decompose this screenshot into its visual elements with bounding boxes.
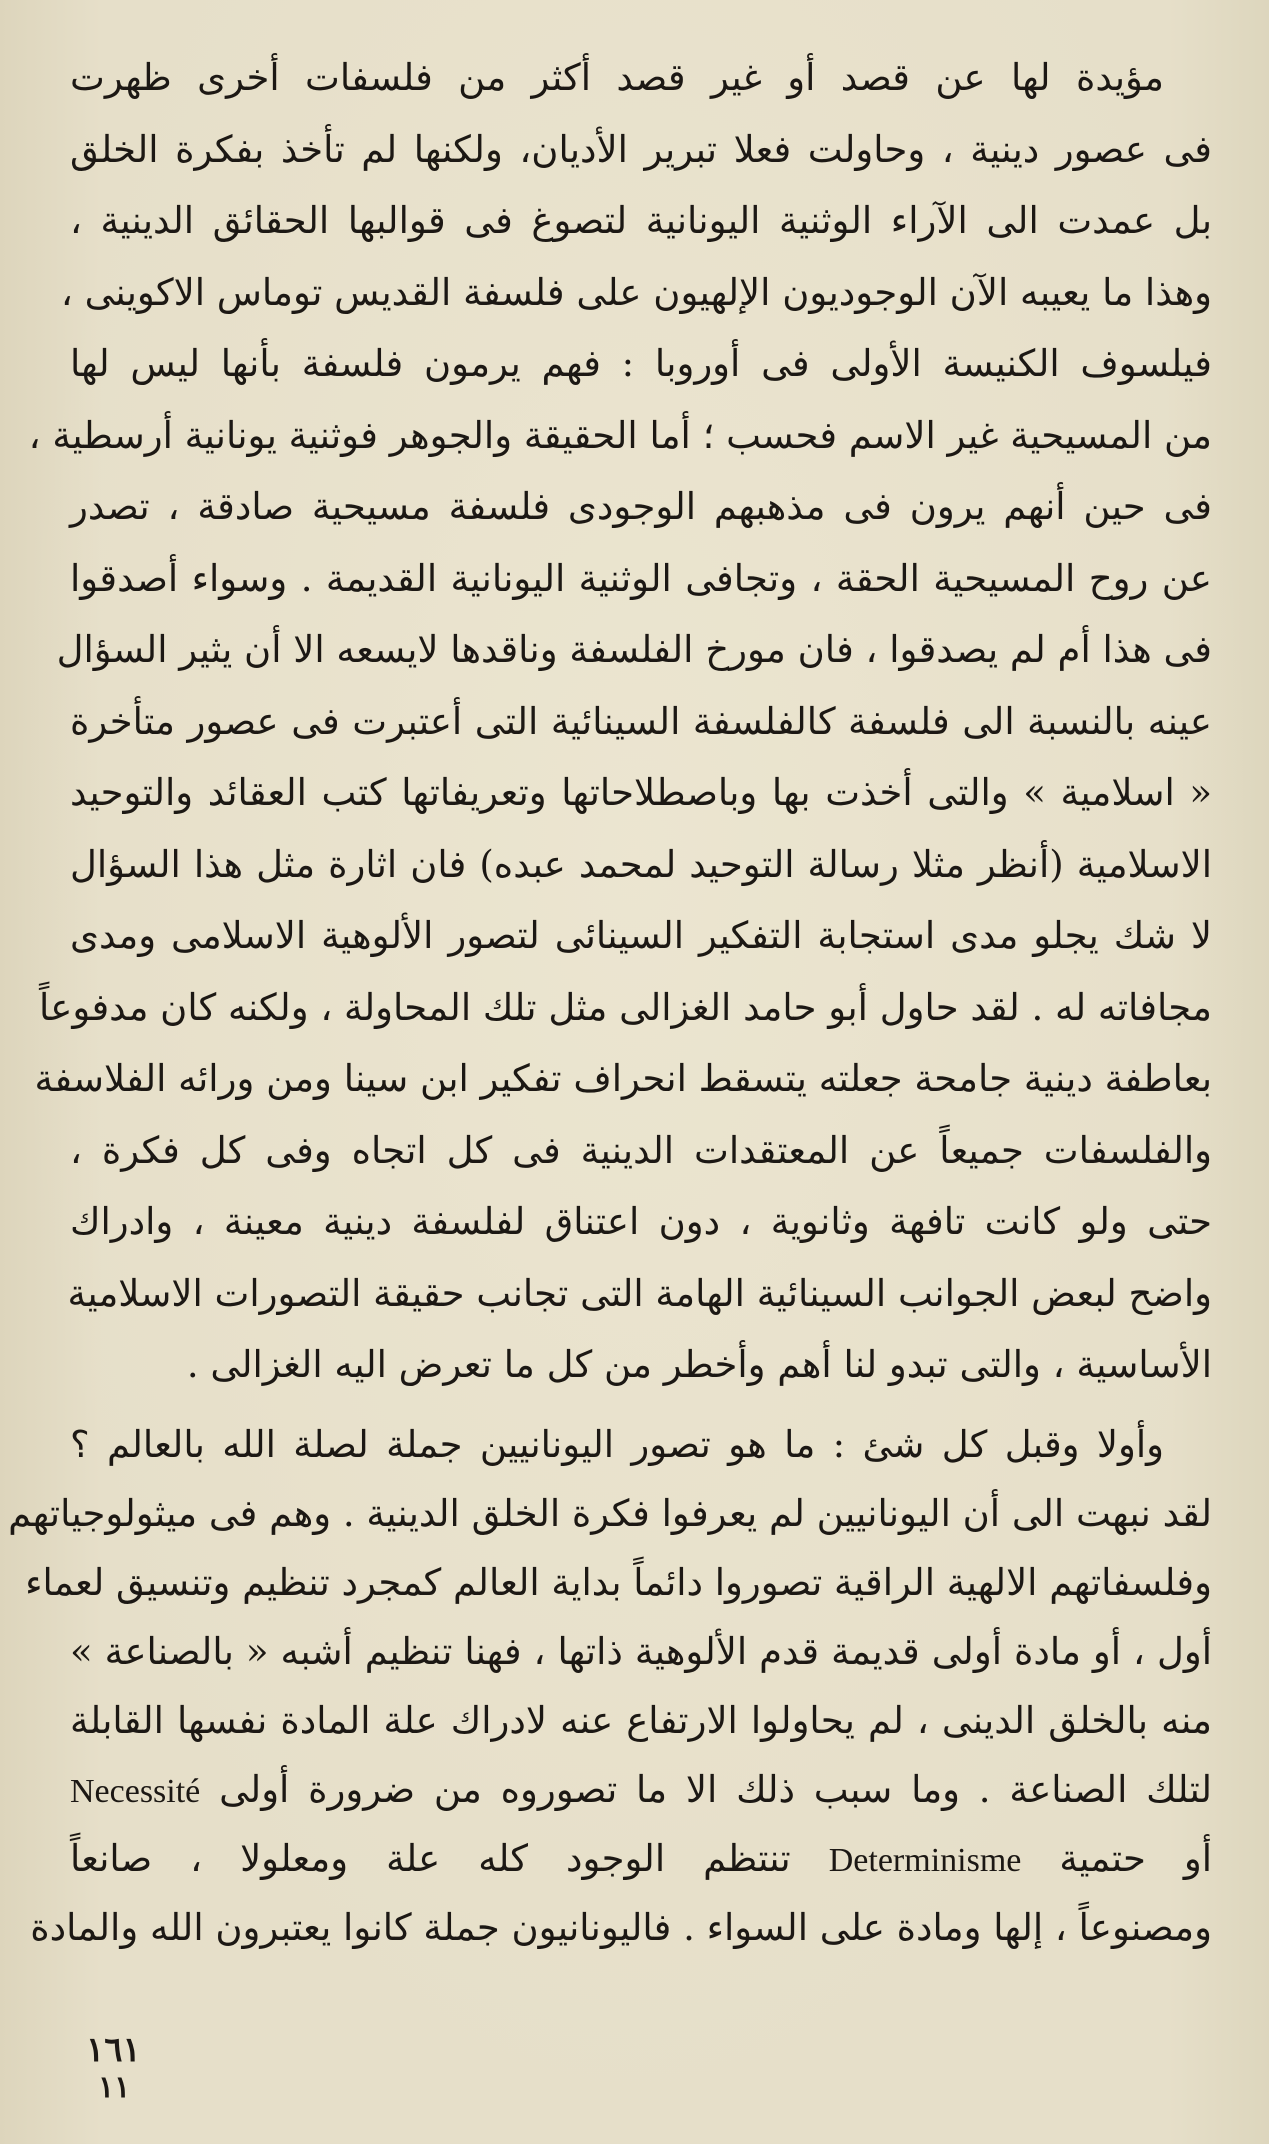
text-line: ومصنوعاً ، إلها ومادة على السواء . فاليونانيون جملة كانوا يعتبرون الله والمادة [30,1906,1212,1949]
text-line: من المسيحية غير الاسم فحسب ؛ أما الحقيقة والجوهر فوثنية يونانية أرسطية ، [28,413,1212,457]
text-line: « اسلامية » والتى أخذت بها وباصطلاحاتها وتعريفاتها كتب العقائد والتوحيد [70,771,1212,814]
text-line: واضح لبعض الجوانب السينائية الهامة التى تجانب حقيقة التصورات الاسلامية [67,1271,1212,1315]
text-line [70,1760,1212,1820]
text-line: بل عمدت الى الآراء الوثنية اليونانية لتصوغ فى قوالبها الحقائق الدينية ، [70,199,1212,242]
text-line: الأساسية ، والتى تبدو لنا أهم وأخطر من كل ما تعرض اليه الغزالى . [186,1343,1212,1386]
text-line: والفلسفات جميعاً عن المعتقدات الدينية فى كل اتجاه وفى كل فكرة ، [70,1128,1212,1172]
text-line: وهذا ما يعيبه الآن الوجوديون الإلهيون على فلسفة القديس توماس الاكوينى ، [60,270,1212,314]
text-segment: أو حتمية [1059,1837,1212,1880]
text-line: أول ، أو مادة أولى قديمة قدم الألوهية ذاتها ، فهنا تنظيم أشبه « بالصناعة » [70,1630,1212,1673]
text-line: فى عصور دينية ، وحاولت فعلا تبرير الأديان، ولكنها لم تأخذ بفكرة الخلق [70,127,1212,171]
latin-term-necessite: Necessité [70,1773,201,1810]
text-line: مجافاته له . لقد حاول أبو حامد الغزالى مثل تلك المحاولة ، ولكنه كان مدفوعاً [39,985,1212,1029]
text-segment: تنتظم الوجود كله علة ومعلولا ، صانعاً [70,1837,791,1880]
signature-mark: ١١ [98,2070,131,2105]
text-line: بعاطفة دينية جامحة جعلته يتسقط انحراف تفكير ابن سينا ومن ورائه الفلاسفة [34,1057,1212,1100]
text-line: فى هذا أم لم يصدقوا ، فان مورخ الفلسفة وناقدها لايسعه الا أن يثير السؤال [56,628,1212,671]
latin-term-determinisme: Determinisme [828,1842,1022,1879]
text-segment: لتلك الصناعة . وما سبب ذلك الا ما تصوروه من ضرورة أولى [219,1768,1212,1811]
text-line: وأولا وقبل كل شئ : ما هو تصور اليونانيين جملة لصلة الله بالعالم ؟ [70,1423,1164,1466]
text-line: حتى ولو كانت تافهة وثانوية ، دون اعتناق لفلسفة دينية معينة ، وادراك [70,1200,1212,1243]
text-line: منه بالخلق الدينى ، لم يحاولوا الارتفاع عنه لادراك علة المادة نفسها القابلة [70,1699,1212,1742]
text-line: عينه بالنسبة الى فلسفة كالفلسفة السينائية التى أعتبرت فى عصور متأخرة [70,699,1212,743]
text-line: وفلسفاتهم الالهية الراقية تصوروا دائماً بداية العالم كمجرد تنظيم وتنسيق لعماء [25,1561,1212,1604]
text-line: الاسلامية (أنظر مثلا رسالة التوحيد لمحمد عبده) فان اثارة مثل هذا السؤال [70,842,1212,886]
text-line: مؤيدة لها عن قصد أو غير قصد أكثر من فلسفات أخرى ظهرت [70,56,1164,99]
page-number: ١٦١ [86,2030,141,2070]
text-line: فيلسوف الكنيسة الأولى فى أوروبا : فهم يرمون فلسفة بأنها ليس لها [70,342,1212,385]
text-line: لقد نبهت الى أن اليونانيين لم يعرفوا فكرة الخلق الدينية . وهم فى ميثولوجياتهم [8,1492,1212,1535]
text-line [70,1829,1212,1889]
text-line: فى حين أنهم يرون فى مذهبهم الوجودى فلسفة مسيحية صادقة ، تصدر [70,485,1212,528]
text-line: لا شك يجلو مدى استجابة التفكير السينائى لتصور الألوهية الاسلامى ومدى [70,914,1212,957]
text-line: عن روح المسيحية الحقة ، وتجافى الوثنية اليونانية القديمة . وسواء أصدقوا [70,556,1212,600]
